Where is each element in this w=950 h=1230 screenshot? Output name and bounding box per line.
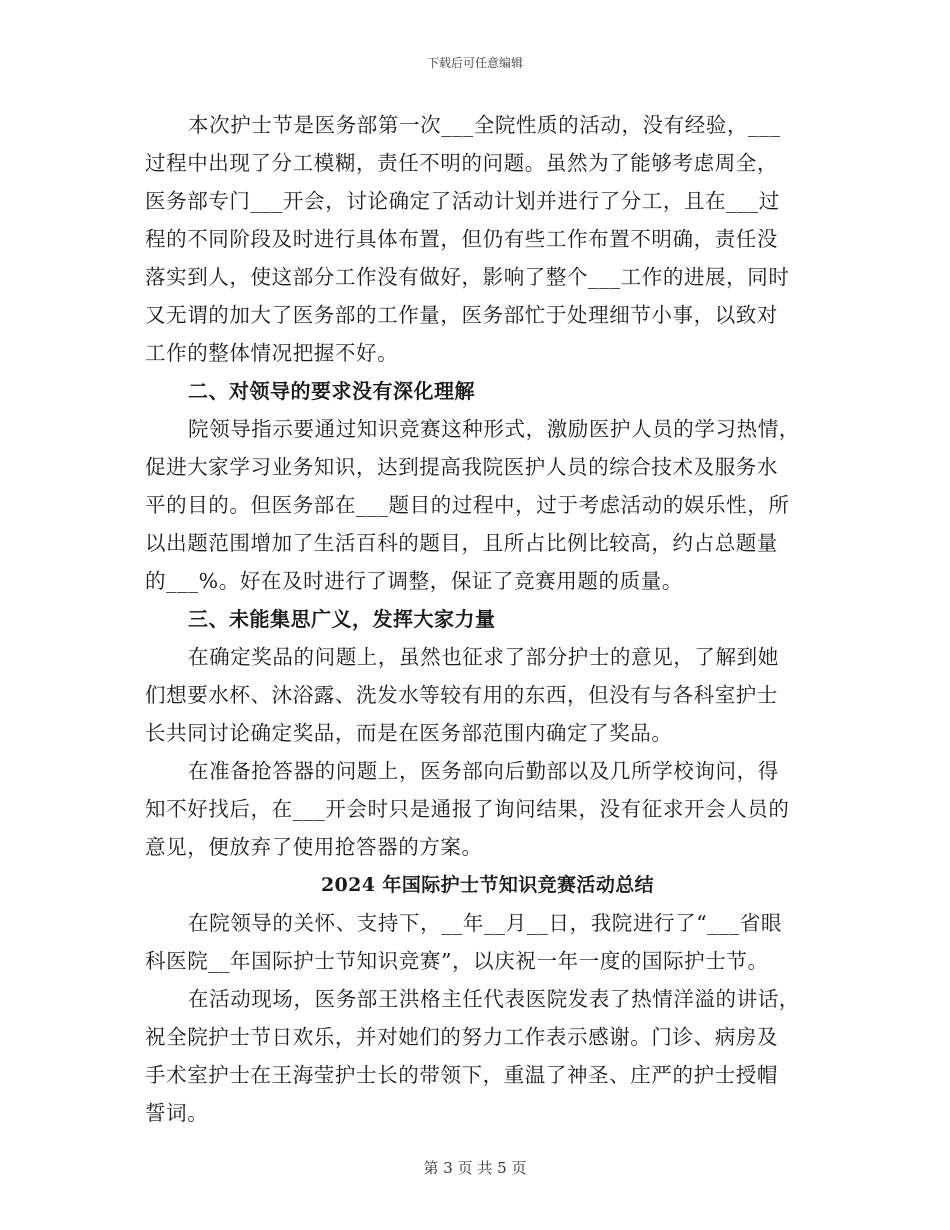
paragraph-line: 在确定奖品的问题上，虽然也征求了部分护士的意见，了解到她	[188, 645, 779, 669]
page-header: 下载后可任意编辑	[426, 56, 523, 70]
paragraph-line: 过程中出现了分工模糊，责任不明的问题。虽然为了能够考虑周全，	[145, 151, 778, 175]
paragraph-line: 在准备抢答器的问题上，医务部向后勤部以及几所学校询问，得	[188, 759, 779, 783]
paragraph-line: 科医院__年国际护士节知识竞赛”，以庆祝一年一度的国际护士节。	[145, 949, 769, 973]
paragraph-line: 意见，便放弃了使用抢答器的方案。	[145, 835, 483, 859]
paragraph-line: 知不好找后，在___开会时只是通报了询问结果，没有征求开会人员的	[145, 797, 790, 821]
paragraph-line: 以出题范围增加了生活百科的题目，且所占比例比较高，约占总题量	[145, 531, 778, 555]
paragraph-line: 们想要水杯、沐浴露、洗发水等较有用的东西，但没有与各科室护士	[145, 683, 778, 707]
paragraph-line: 的___%。好在及时进行了调整，保证了竞赛用题的质量。	[145, 569, 683, 593]
paragraph-line: 程的不同阶段及时进行具体布置，但仍有些工作布置不明确，责任没	[145, 227, 778, 251]
paragraph-line: 在院领导的关怀、支持下，__年__月__日，我院进行了“___省眼	[188, 911, 783, 935]
section-heading: 二、对领导的要求没有深化理解	[188, 379, 475, 403]
paragraph-line: 誓词。	[145, 1101, 209, 1125]
paragraph-line: 手术室护士在王海莹护士长的带领下，重温了神圣、庄严的护士授帽	[145, 1063, 778, 1087]
paragraph-line: 在活动现场，医务部王洪格主任代表医院发表了热情洋溢的讲话，	[188, 987, 800, 1011]
paragraph-line: 促进大家学习业务知识，达到提高我院医护人员的综合技术及服务水	[145, 455, 778, 479]
paragraph-line: 又无谓的加大了医务部的工作量，医务部忙于处理细节小事，以致对	[145, 303, 778, 327]
paragraph-line: 长共同讨论确定奖品，而是在医务部范围内确定了奖品。	[145, 721, 673, 745]
paragraph-line: 工作的整体情况把握不好。	[145, 341, 399, 365]
paragraph-line: 祝全院护士节日欢乐，并对她们的努力工作表示感谢。门诊、病房及	[145, 1025, 778, 1049]
paragraph-line: 平的目的。但医务部在___题目的过程中，过于考虑活动的娱乐性，所	[145, 493, 790, 517]
paragraph-line: 落实到人，使这部分工作没有做好，影响了整个___工作的进展，同时	[145, 265, 790, 289]
section-heading: 三、未能集思广义，发挥大家力量	[188, 607, 496, 631]
paragraph-line: 医务部专门___开会，讨论确定了活动计划并进行了分工，且在___过	[145, 189, 780, 213]
paragraph-line: 本次护士节是医务部第一次___全院性质的活动，没有经验，___	[188, 113, 781, 137]
document-body	[145, 106, 805, 1132]
document-title: 2024 年国际护士节知识竞赛活动总结	[320, 874, 655, 896]
paragraph-line: 院领导指示要通过知识竞赛这种形式，激励医护人员的学习热情，	[188, 417, 800, 441]
page-footer: 第 3 页 共 5 页	[423, 1159, 527, 1177]
